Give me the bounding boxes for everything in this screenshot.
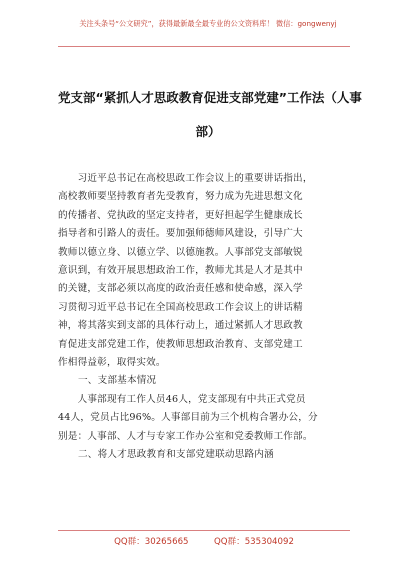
body-line: 44人，党员占比96%。人事部目前为三个机构合署办公，分 [58, 412, 318, 424]
footer-qq-group-2: QQ群：535304092 [214, 537, 294, 547]
document-title [58, 90, 362, 140]
body-line: 教师以德立身、以德立学、以德施教。人事部党支部敏锐 [58, 246, 303, 258]
body-line: 别是：人事部、人才与专家工作办公室和党委教师工作部。 [58, 430, 313, 442]
body-line: 的关键，支部必须以高度的政治责任感和使命感，深入学 [58, 283, 303, 295]
body-line: 作相得益彰，取得实效。 [58, 357, 166, 369]
body-line: 高校教师要坚持教育者先受教育，努力成为先进思想文化 [58, 191, 303, 203]
body-line: 习近平总书记在高校思政工作会议上的重要讲话指出， [58, 173, 313, 184]
footer-qq-group-1: QQ群：30265665 [114, 537, 189, 547]
body-line: 的传播者、党执政的坚定支持者，更好担起学生健康成长 [58, 209, 303, 221]
body-line: 育促进支部党建工作，使教师思想政治教育、支部党建工 [58, 338, 303, 350]
title-line-1: 党支部“紧抓人才思政教育促进支部党建”工作法（人事 [58, 90, 362, 105]
title-line-2: 部） [195, 124, 221, 139]
document-body [58, 170, 350, 465]
body-line: 习贯彻习近平总书记在全国高校思政工作会议上的讲话精 [58, 301, 303, 313]
header-note: 关注头条号“公文研究”，获得最新最全最专业的公文资料库！ 微信：gongwenyj [79, 19, 337, 28]
section-heading-2: 二、将人才思政教育和支部党建联动思路内涵 [78, 449, 274, 461]
body-line: 人事部现有工作人员46人，党支部现有中共正式党员 [58, 393, 306, 405]
body-line: 指导者和引路人的责任。要加强师德师风建设，引导广大 [58, 228, 303, 240]
header-divider [58, 46, 350, 47]
footer-divider [58, 530, 350, 531]
body-line: 意识到，有效开展思想政治工作，教师尤其是人才是其中 [58, 265, 303, 277]
body-line: 神，将其落实到支部的具体行动上，通过紧抓人才思政教 [58, 320, 303, 332]
footer-contacts [58, 535, 350, 547]
section-heading-1: 一、支部基本情况 [78, 375, 157, 387]
